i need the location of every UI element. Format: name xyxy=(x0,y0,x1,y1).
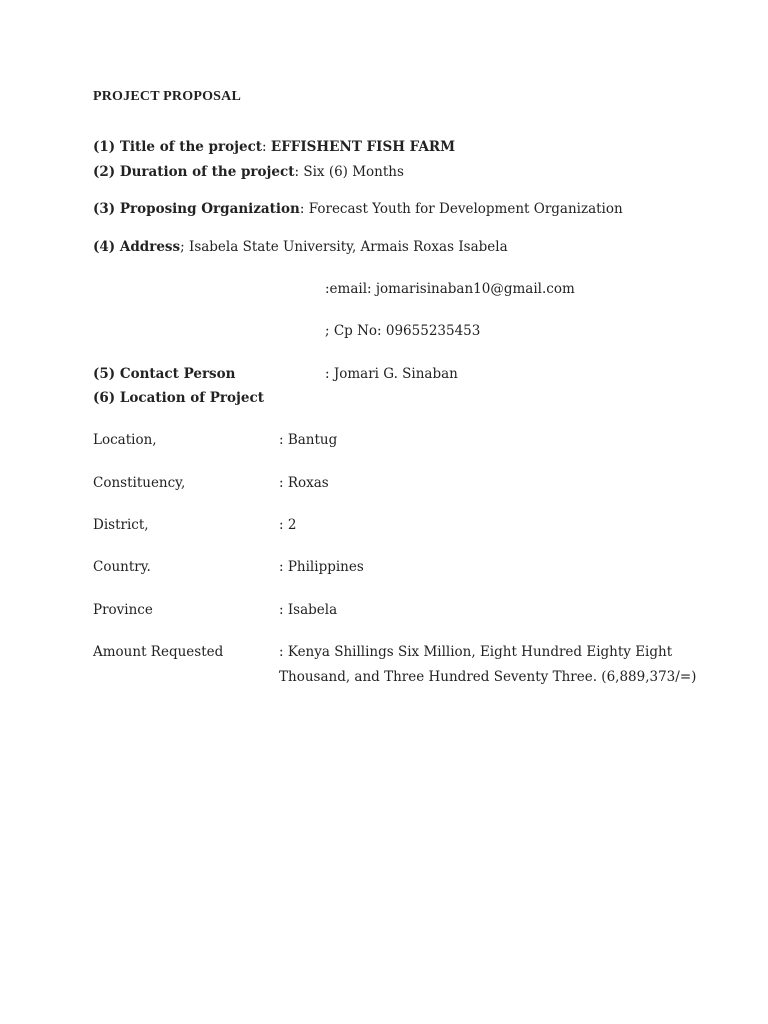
location-value: : Bantug xyxy=(279,432,338,448)
amount-requested-value-line2: Thousand, and Three Hundred Seventy Three. (6,889,373/=) xyxy=(279,669,697,685)
proposing-organization-label: (3) Proposing Organization xyxy=(93,201,300,217)
project-duration-value: Six (6) Months xyxy=(303,164,404,180)
country-label: Country. xyxy=(93,559,151,575)
project-duration-label: (2) Duration of the project xyxy=(93,164,295,180)
district-value: : 2 xyxy=(279,517,297,533)
address-phone: ; Cp No: 09655235453 xyxy=(325,323,481,339)
country-value: : Philippines xyxy=(279,559,364,575)
contact-person-label: (5) Contact Person xyxy=(93,366,236,382)
address-sep: ; xyxy=(180,239,185,255)
proposing-organization-value: Forecast Youth for Development Organization xyxy=(308,201,623,217)
document-heading: PROJECT PROPOSAL xyxy=(93,89,242,104)
constituency-value: : Roxas xyxy=(279,475,329,491)
address-line xyxy=(93,238,508,256)
address-value: Isabela State University, Armais Roxas Isabela xyxy=(188,239,508,255)
project-title-label: (1) Title of the project xyxy=(93,139,263,155)
province-value: : Isabela xyxy=(279,602,338,618)
proposing-organization-sep: : xyxy=(299,201,305,217)
address-label: (4) Address xyxy=(93,239,181,255)
amount-requested-value-line1: : Kenya Shillings Six Million, Eight Hundred Eighty Eight xyxy=(279,644,673,660)
project-title-sep: : xyxy=(262,139,267,155)
contact-person-value: : Jomari G. Sinaban xyxy=(325,366,458,382)
district-label: District, xyxy=(93,517,149,533)
project-duration-sep: : xyxy=(294,164,300,180)
project-title-line xyxy=(93,138,455,156)
constituency-label: Constituency, xyxy=(93,475,186,491)
project-duration-line xyxy=(93,163,404,181)
location-label: Location, xyxy=(93,432,157,448)
address-email: :email: jomarisinaban10@gmail.com xyxy=(325,281,575,297)
proposing-organization-line xyxy=(93,200,623,218)
location-heading: (6) Location of Project xyxy=(93,390,264,406)
project-title-value: EFFISHENT FISH FARM xyxy=(270,139,456,155)
province-label: Province xyxy=(93,602,153,618)
amount-requested-label: Amount Requested xyxy=(93,644,224,660)
